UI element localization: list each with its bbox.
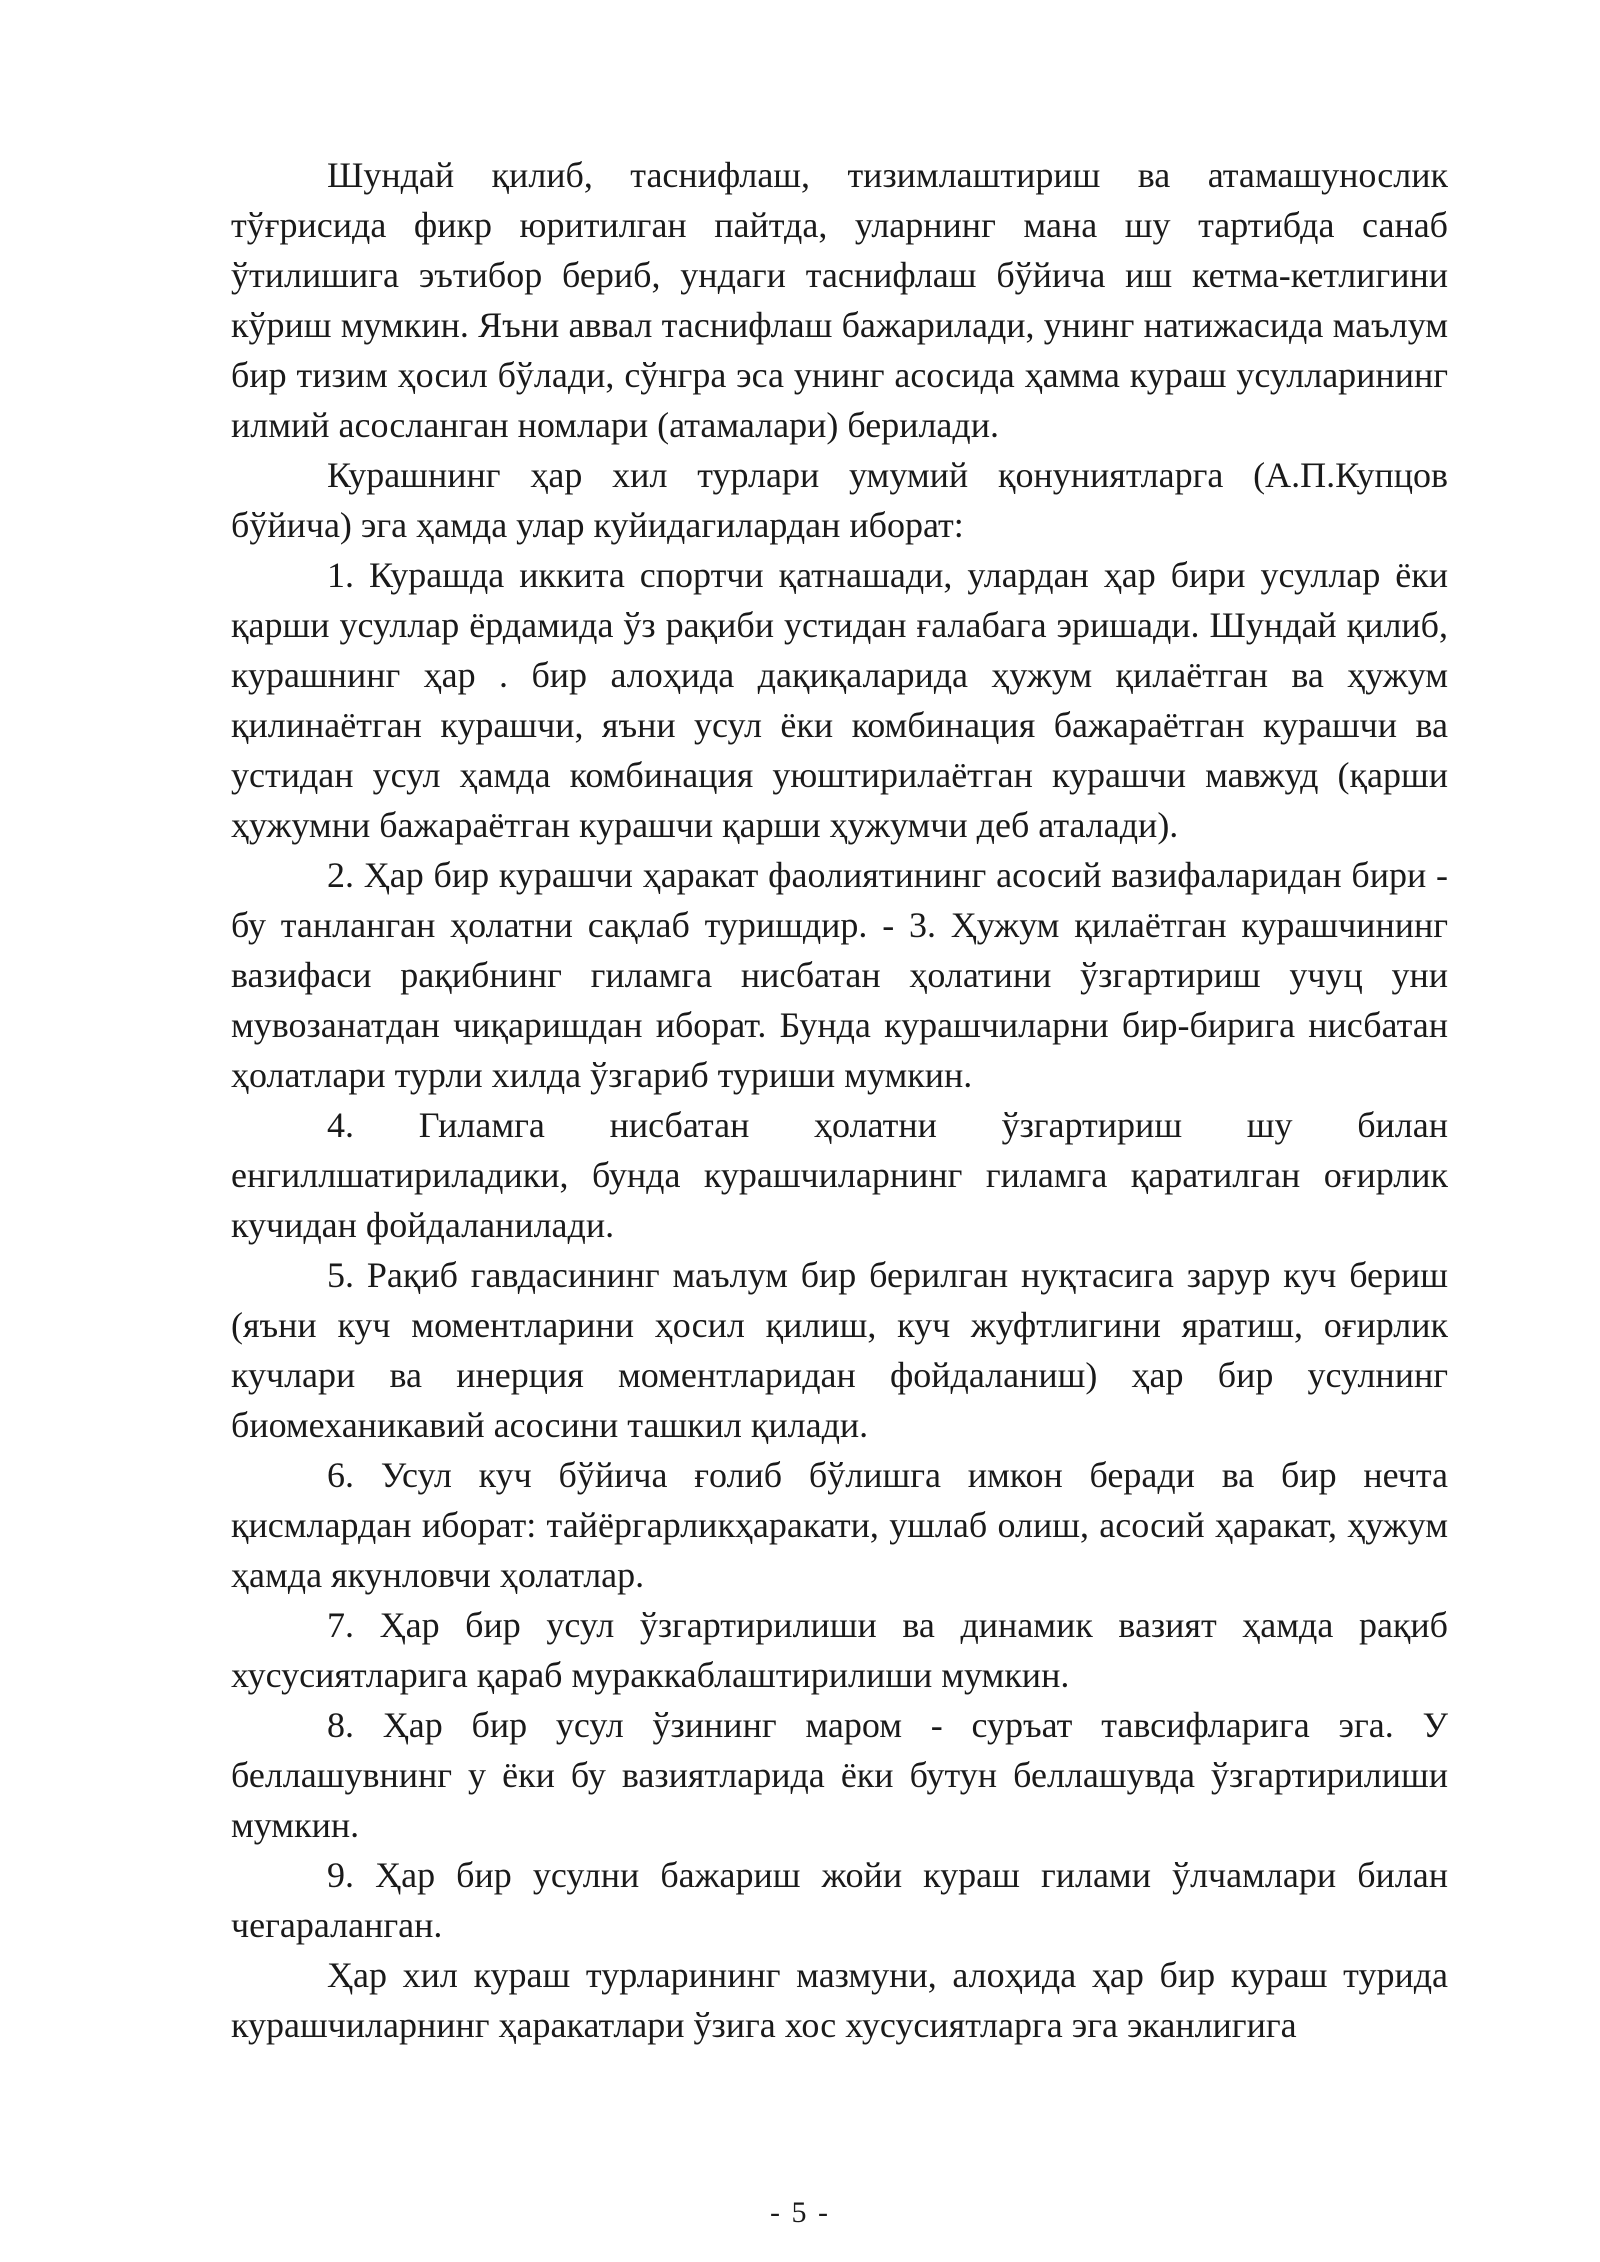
document-page <box>231 150 1448 2050</box>
page-number: - 5 - <box>770 2196 830 2229</box>
list-item-6: 6. Усул куч бўйича ғолиб бўлишга имкон беради ва бир нечта қисмлардан иборат: тайёргарликҳаракати, ушлаб олиш, асосий ҳаракат, ҳужум ҳамда якунловчи ҳолатлар. <box>231 1455 1448 1595</box>
paragraph-laws-intro: Курашнинг ҳар хил турлари умумий қонуниятларга (А.П.Купцов бўйича) эга ҳамда улар куйидагилардан иборат: <box>231 455 1448 545</box>
list-item-4: 4. Гиламга нисбатан ҳолатни ўзгартириш шу билан енгиллшатириладики, бунда курашчиларнинг гиламга қаратилган оғирлик кучидан фойдаланилади. <box>231 1105 1448 1245</box>
list-item-5: 5. Рақиб гавдасининг маълум бир берилган нуқтасига зарур куч бериш (яъни куч моментларини ҳосил қилиш, куч жуфтлигини яратиш, оғирлик кучлари ва инерция моментларидан фойдаланиш) ҳар бир усулнинг биомеханикавий асосини ташкил қилади. <box>231 1255 1448 1445</box>
list-item-2-3: 2. Ҳар бир курашчи ҳаракат фаолиятининг асосий вазифаларидан бири - бу танланган ҳолатни сақлаб туришдир. - 3. Ҳужум қилаётган курашчининг вазифаси рақибнинг гиламга нисбатан ҳолатини ўзгартириш учуц уни мувозанатдан чиқаришдан иборат. Бунда курашчиларни бир-бирига нисбатан ҳолатлари турли хилда ўзгариб туриши мумкин. <box>231 855 1448 1095</box>
list-item-1: 1. Курашда иккита спортчи қатнашади, улардан ҳар бири усуллар ёки қарши усуллар ёрдамида ўз рақиби устидан ғалабага эришади. Шундай қилиб, курашнинг ҳар . бир алоҳида дақиқаларида ҳужум қилаётган ва ҳужум қилинаётган курашчи, яъни усул ёки комбинация бажараётган курашчи ва устидан усул ҳамда комбинация уюштирилаётган курашчи мавжуд (қарши ҳужумни бажараётган курашчи қарши ҳужумчи деб аталади). <box>231 555 1448 845</box>
paragraph-closing: Ҳар хил кураш турларининг мазмуни, алоҳида ҳар бир кураш турида курашчиларнинг ҳаракатлари ўзига хос хусусиятларга эга эканлигига <box>231 1955 1448 2045</box>
list-item-9: 9. Ҳар бир усулни бажариш жойи кураш гилами ўлчамлари билан чегараланган. <box>231 1855 1448 1945</box>
list-item-7: 7. Ҳар бир усул ўзгартирилиши ва динамик вазият ҳамда рақиб хусусиятларига қараб мураккаблаштирилиши мумкин. <box>231 1605 1448 1695</box>
list-item-8: 8. Ҳар бир усул ўзининг маром - суръат тавсифларига эга. У беллашувнинг у ёки бу вазиятларида ёки бутун беллашувда ўзгартирилиши мумкин. <box>231 1705 1448 1845</box>
paragraph-intro: Шундай қилиб, таснифлаш, тизимлаштириш ва атамашунослик тўғрисида фикр юритилган пайтда, уларнинг мана шу тартибда санаб ўтилишига эътибор бериб, ундаги таснифлаш бўйича иш кетма-кетлигини кўриш мумкин. Яъни аввал таснифлаш бажарилади, унинг натижасида маълум бир тизим ҳосил бўлади, сўнгра эса унинг асосида ҳамма кураш усулларининг илмий асосланган номлари (атамалари) берилади. <box>231 155 1448 445</box>
